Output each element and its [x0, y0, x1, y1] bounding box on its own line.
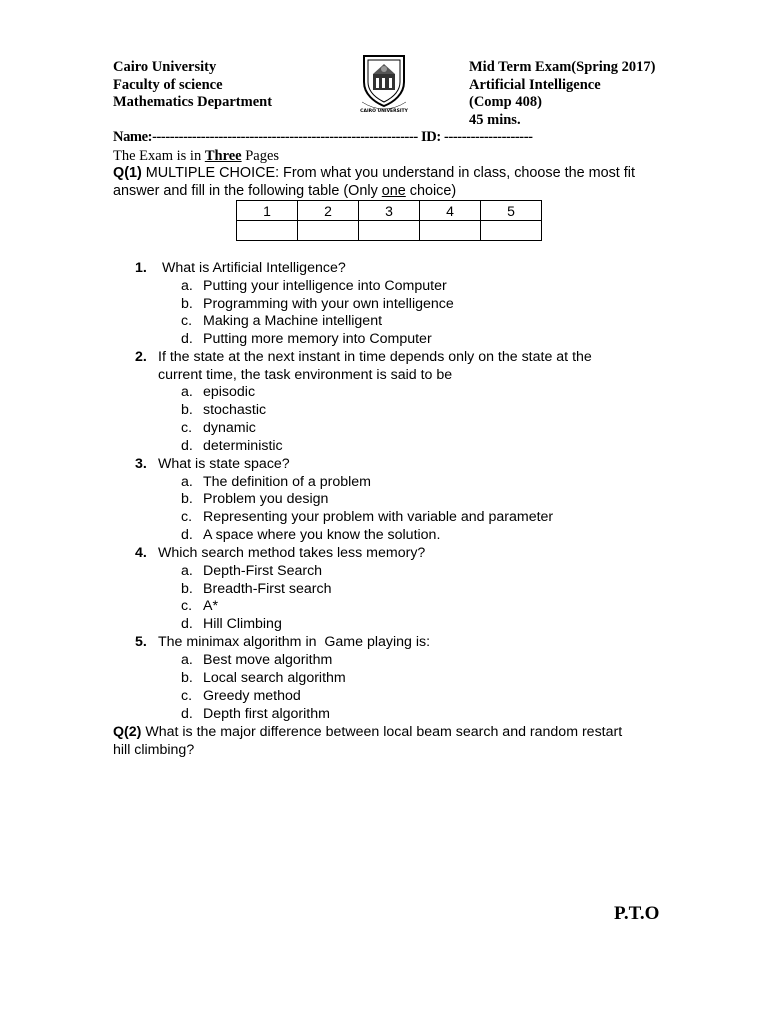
option-letter: d. — [181, 527, 193, 543]
option-text: Putting your intelligence into Computer — [203, 278, 447, 294]
option-letter: d. — [181, 616, 193, 632]
option-letter: b. — [181, 581, 193, 597]
q2-text: What is the major difference between local beam search and random restart — [145, 724, 623, 740]
answer-cell[interactable] — [481, 221, 542, 241]
option-letter: d. — [181, 438, 193, 454]
option-letter: a. — [181, 563, 193, 579]
question-text: The minimax algorithm in Game playing is: — [158, 634, 431, 650]
option-text: dynamic — [203, 420, 256, 436]
question-number: 3. — [135, 456, 147, 472]
answer-table-header — [237, 201, 542, 221]
exam-title: Mid Term Exam(Spring 2017) — [469, 59, 656, 75]
option-letter: c. — [181, 598, 193, 614]
option-text: stochastic — [203, 402, 267, 418]
option-letter: b. — [181, 402, 193, 418]
q1-intro: Q(1) MULTIPLE CHOICE: From what you understand in class, choose the most fit answer and fill in the following table (Only one choice) — [113, 165, 636, 199]
option-text: Depth-First Search — [203, 563, 323, 579]
answer-header-cell: 2 — [298, 201, 359, 221]
option-text: Depth first algorithm — [203, 706, 330, 722]
option-text: deterministic — [203, 438, 283, 454]
option-letter: c. — [181, 509, 193, 525]
answer-cell[interactable] — [298, 221, 359, 241]
option-text: Local search algorithm — [203, 670, 346, 686]
option-text: A* — [203, 598, 218, 614]
answer-cell[interactable] — [420, 221, 481, 241]
option-text: A space where you know the solution. — [203, 527, 441, 543]
question-text: What is Artificial Intelligence? — [162, 260, 346, 276]
name-id-line — [113, 129, 533, 146]
option-letter: b. — [181, 296, 193, 312]
option-text: The definition of a problem — [203, 474, 371, 490]
question-text: Which search method takes less memory? — [158, 545, 426, 561]
option-letter: a. — [181, 278, 193, 294]
exam-info-block — [469, 59, 656, 129]
option-letter: a. — [181, 474, 193, 490]
question-number: 1. — [135, 260, 147, 276]
option-text: Greedy method — [203, 688, 301, 704]
question-text: What is state space? — [158, 456, 290, 472]
answer-header-cell: 5 — [481, 201, 542, 221]
name-label: Name: — [113, 129, 153, 145]
id-label: ID: — [421, 129, 441, 145]
logo-text: CAIRO UNIVERSITY — [360, 109, 408, 114]
page-turn-note: P.T.O — [614, 903, 660, 924]
option-letter: a. — [181, 384, 193, 400]
option-text: Hill Climbing — [203, 616, 282, 632]
option-text: Breadth-First search — [203, 581, 332, 597]
option-letter: b. — [181, 491, 193, 507]
question-text: current time, the task environment is said to be — [158, 367, 453, 383]
answer-header-cell: 3 — [359, 201, 420, 221]
option-letter: d. — [181, 331, 193, 347]
q2-block — [113, 724, 622, 760]
option-text: Problem you design — [203, 491, 329, 507]
q1-label: Q(1) — [113, 165, 142, 181]
exam-duration: 45 mins. — [469, 111, 521, 128]
course-name: Artificial Intelligence — [469, 76, 601, 93]
option-letter: d. — [181, 706, 193, 722]
option-letter: b. — [181, 670, 193, 686]
institution-block — [113, 59, 272, 112]
answer-header-cell: 1 — [237, 201, 298, 221]
option-letter: c. — [181, 420, 193, 436]
option-letter: c. — [181, 688, 193, 704]
option-text: Representing your problem with variable and parameter — [203, 509, 554, 525]
q2-label: Q(2) — [113, 724, 142, 740]
option-text: Best move algorithm — [203, 652, 333, 668]
answer-table-row — [237, 221, 542, 241]
option-text: episodic — [203, 384, 256, 400]
pages-note: The Exam is in Three Pages — [113, 148, 280, 164]
course-code: (Comp 408) — [469, 94, 542, 110]
option-text: Making a Machine intelligent — [203, 313, 383, 329]
university-name: Cairo University — [113, 59, 217, 75]
university-logo — [356, 52, 412, 114]
option-text: Programming with your own intelligence — [203, 296, 454, 312]
answer-header-cell: 4 — [420, 201, 481, 221]
pages-count: Three — [204, 148, 242, 164]
answer-table — [236, 200, 542, 241]
faculty-name: Faculty of science — [113, 76, 223, 93]
department-name: Mathematics Department — [113, 94, 273, 110]
question-text: If the state at the next instant in time depends only on the state at the — [158, 349, 592, 365]
option-text: Putting more memory into Computer — [203, 331, 432, 347]
option-letter: c. — [181, 313, 193, 329]
question-number: 4. — [135, 545, 147, 561]
id-field: -------------------- — [444, 129, 533, 145]
answer-cell[interactable] — [359, 221, 420, 241]
answer-cell[interactable] — [237, 221, 298, 241]
q2-text: hill climbing? — [113, 741, 195, 758]
question-number: 5. — [135, 634, 147, 650]
question-number: 2. — [135, 349, 147, 365]
name-field: ------------------------------------------------------------ — [152, 129, 418, 145]
option-letter: a. — [181, 652, 193, 668]
